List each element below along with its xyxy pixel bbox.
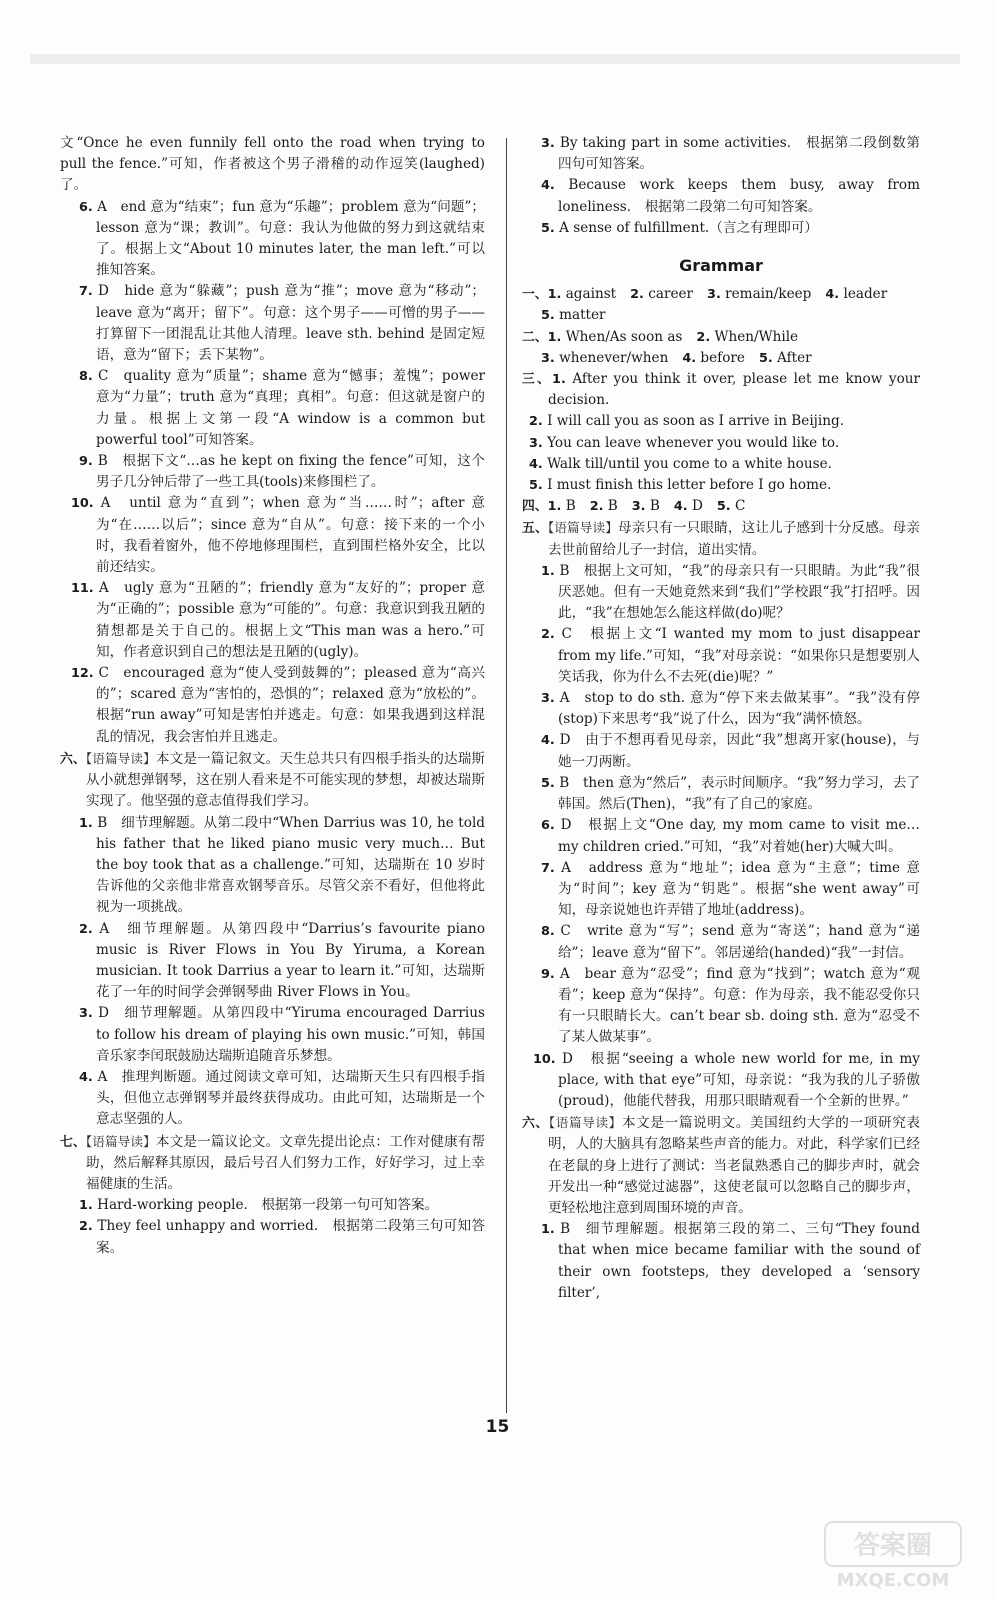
answer-item xyxy=(522,815,920,857)
answer-item xyxy=(522,133,920,175)
answer-cell xyxy=(548,286,617,302)
item-number: 1. xyxy=(79,1198,93,1214)
answer-cell xyxy=(590,498,618,514)
item-number: 8. xyxy=(541,924,555,940)
item-number: 1. xyxy=(547,499,562,515)
answer-item xyxy=(60,1003,485,1067)
page-number: 15 xyxy=(485,1417,510,1437)
answer-item xyxy=(60,919,485,1004)
item-text: A end 意为“结束”；fun 意为“乐趣”；problem 意为“问题”；lesson 意为“课；教训”。句意：我认为他做的努力到这就结束了。根据上文“About 10 minutes later, the man left.”可以推知答案。 xyxy=(96,198,486,279)
item-number: 5. xyxy=(541,775,555,791)
item-number: 4. xyxy=(682,350,697,366)
item-number: 2. xyxy=(529,414,543,430)
item-number: 3. xyxy=(541,350,555,366)
item-text: D 细节理解题。从第四段中“Yiruma encouraged Darrius to follow his dream of playing his own music.”可知，韩国音乐家李闰珉鼓励达瑞斯追随音乐梦想。 xyxy=(96,1005,485,1064)
answer-item xyxy=(60,813,485,919)
item-number: 10. xyxy=(533,1051,556,1067)
item-number: 4. xyxy=(825,287,840,303)
item-text: A bear 意为“忍受”；find 意为“找到”；watch 意为“观看”；keep 意为“保持”。句意：作为母亲，我不能忍受你只有一只眼睛长大。can’t bear sb. doing sth. 意为“忍受不了某人做某事”。 xyxy=(558,965,920,1046)
answer-row xyxy=(522,305,920,326)
item-number: 4. xyxy=(529,456,543,472)
item-number: 12. xyxy=(71,666,94,682)
grammar-heading: Grammar xyxy=(679,256,763,276)
scan-smudge xyxy=(30,40,960,80)
answer-value: D xyxy=(691,498,703,515)
item-number: 3. xyxy=(541,691,555,707)
item-number: 1. xyxy=(547,329,562,345)
item-number: 11. xyxy=(71,581,94,597)
answer-item xyxy=(60,493,485,578)
answer-item xyxy=(522,561,920,625)
answer-item xyxy=(60,197,485,282)
section-number: 二、 xyxy=(522,329,548,345)
item-text: A ugly 意为“丑陋的”；friendly 意为“友好的”；proper 意为“正确的”；possible 意为“可能的”。句意：我意识到我丑陋的猜想都是关于自己的。根据上文“This man was a hero.”可知，作者意识到自己的想法是丑陋的(ugly)。 xyxy=(96,580,485,660)
item-number: 6. xyxy=(79,199,93,215)
paragraph-text: 文“Once he even funnily fell onto the road when trying to pull the fence.”可知，作者被这个男子滑稽的动作逗笑(laughed)了。 xyxy=(60,135,485,194)
answer-cell xyxy=(548,329,683,345)
answer-item xyxy=(522,858,920,922)
item-number: 2. xyxy=(589,499,604,515)
item-text: You can leave whenever you would like to. xyxy=(547,434,840,451)
item-text: A stop to do sth. 意为“停下来去做某事”。“我”没有停(stop)下来思考“我”说了什么，因为“我”满怀愤怒。 xyxy=(558,690,920,728)
answer-value: whenever/when xyxy=(559,349,669,366)
answer-value: After xyxy=(777,349,812,366)
item-number: 7. xyxy=(79,284,93,300)
answer-value: against xyxy=(565,286,617,303)
section-intro-text: 母亲只有一只眼睛，这让儿子感到十分反感。母亲去世前留给儿子一封信，道出实情。 xyxy=(548,520,920,558)
answer-row xyxy=(522,284,920,305)
section-intro-text: 本文是一篇记叙文。天生总共只有四根手指头的达瑞斯从小就想弹钢琴，这在别人看来是不可能实现的梦想，却被达瑞斯实现了。他坚强的意志值得我们学习。 xyxy=(86,750,486,810)
section-tag: 【语篇导读】 xyxy=(547,520,618,536)
answer-item xyxy=(60,1216,485,1258)
answer-item xyxy=(522,688,920,730)
answer-item xyxy=(60,1067,485,1131)
item-number: 2. xyxy=(79,1219,93,1235)
item-text: C encouraged 意为“使人受到鼓舞的”；pleased 意为“高兴的”；scared 意为“害怕的，恐惧的”；relaxed 意为“放松的”。根据“run away”可知是害怕并逃走。句意：如果我遇到这样混乱的情况，我会害怕并且逃走。 xyxy=(96,665,485,745)
item-text: I must finish this letter before I go home. xyxy=(547,477,832,494)
item-text: A sense of fulfillment.（言之有理即可） xyxy=(559,219,819,236)
answer-cell xyxy=(630,286,693,302)
item-text: A until 意为“直到”；when 意为“当……时”；after 意为“在……以后”；since 意为“自从”。句意：接下来的一个小时，我看着窗外，他不停地修理围栏，直到围栏格外安全，比以前还结实。 xyxy=(96,495,485,576)
answer-value: before xyxy=(700,349,745,366)
answer-item xyxy=(60,281,485,366)
answer-value: When/As soon as xyxy=(565,328,683,345)
item-number: 5. xyxy=(529,478,543,494)
answer-item xyxy=(522,475,920,496)
item-number: 1. xyxy=(79,815,93,831)
section-number: 五、 xyxy=(522,521,548,537)
item-number: 6. xyxy=(541,818,555,834)
item-text: D 根据上文“One day, my mom came to visit me… my children cried.”可知，“我”对着她(her)大喊大叫。 xyxy=(558,817,920,855)
answer-item xyxy=(522,433,920,454)
answer-item xyxy=(60,366,485,451)
answer-item xyxy=(522,175,920,217)
item-number: 1. xyxy=(547,287,562,303)
item-text: A address 意为“地址”；idea 意为“主意”；time 意为“时间”；key 意为“钥匙”。根据“she went away”可知，母亲说她也许弄错了地址(address)。 xyxy=(558,859,920,919)
answer-item xyxy=(522,411,920,432)
item-number: 3. xyxy=(631,499,646,515)
answer-cell xyxy=(632,498,660,514)
item-number: 1. xyxy=(552,372,566,388)
answer-item xyxy=(522,218,920,239)
answer-row xyxy=(522,496,920,517)
item-text: A 细节理解题。从第四段中“Darrius’s favourite piano music is River Flows in You By Yiruma, a Korean musician. It took Darrius a year to learn it.”可知，达瑞斯花了一年的时间学会弹钢琴曲 River Flows in You。 xyxy=(96,920,485,1001)
section-number: 六、 xyxy=(60,751,86,767)
item-number: 9. xyxy=(79,454,93,470)
answer-row xyxy=(522,348,920,369)
section-number: 一、 xyxy=(522,287,548,303)
answer-cell xyxy=(541,350,668,366)
answer-value: C xyxy=(734,498,746,515)
item-text: D hide 意为“躲藏”；push 意为“推”；move 意为“移动”；leave 意为“离开；留下”。句意：这个男子——可憎的男子——打算留下一团混乱让其他人清理。leave sth. behind 是固定短语，意为“留下；丢下某物”。 xyxy=(96,283,485,364)
answer-cell xyxy=(541,307,606,323)
answer-item xyxy=(60,663,485,748)
section-intro xyxy=(60,1131,485,1196)
answer-value: B xyxy=(607,498,618,515)
item-text: C 根据上文“I wanted my mom to just disappear from my life.”可知，“我”对母亲说：“如果你只是想要别人笑话我，你为什么不去死(die)呢？” xyxy=(558,626,921,685)
item-text: Because work keeps them busy, away from loneliness. 根据第二段第二句可知答案。 xyxy=(558,177,920,215)
answer-row xyxy=(522,327,920,348)
item-text: B 细节理解题。从第二段中“When Darrius was 10, he told his father that he liked piano music very much… But the boy took that as a challenge.”可知，达瑞斯在 10 岁时告诉他的父亲他非常喜欢钢琴音乐。尽管父亲不看好，但他将此视为一项挑战。 xyxy=(96,814,485,916)
answer-value: career xyxy=(648,286,694,303)
item-number: 2. xyxy=(79,921,93,937)
item-number: 5. xyxy=(758,350,773,366)
answer-cell xyxy=(717,498,746,514)
item-text: Walk till/until you come to a white house. xyxy=(547,455,832,472)
answer-cell xyxy=(759,350,812,366)
item-number: 5. xyxy=(541,220,555,236)
item-number: 9. xyxy=(541,966,555,982)
answer-value: matter xyxy=(559,307,606,324)
svg-text:MXQE.COM: MXQE.COM xyxy=(836,1570,950,1591)
item-number: 3. xyxy=(529,435,543,451)
answer-value: When/While xyxy=(714,328,799,345)
answer-item xyxy=(522,1219,920,1304)
item-text: D 根据“seeing a whole new world for me, in my place, with that eye”可知，母亲说：“我为我的儿子骄傲(proud)，他能代替我，用那只眼睛观看一个全新的世界。” xyxy=(558,1050,920,1109)
section-number: 四、 xyxy=(522,499,548,515)
section-intro-text: 本文是一篇议论文。文章先提出论点：工作对健康有帮助，然后解释其原因，最后号召人们努力工作，好好学习，过上幸福健康的生活。 xyxy=(86,1133,486,1192)
answer-cell xyxy=(707,286,811,302)
answer-item xyxy=(522,1049,920,1113)
item-text: B 细节理解题。根据第三段的第二、三句“They found that when mice became familiar with the sound of their own footsteps, they developed a ‘sensory filter’, xyxy=(558,1221,920,1301)
item-text: After you think it over, please let me know your decision. xyxy=(548,371,921,409)
item-text: By taking part in some activities. 根据第二段倒数第四句可知答案。 xyxy=(558,135,920,173)
item-text: C write 意为“写”；send 意为“寄送”；hand 意为“递给”；leave 意为“留下”。邻居递给(handed)“我”一封信。 xyxy=(558,923,920,961)
section-tag: 【语篇导读】 xyxy=(85,1133,156,1149)
section-intro xyxy=(522,1112,920,1219)
item-number: 4. xyxy=(79,1069,93,1085)
item-text: D 由于不想再看见母亲，因此“我”想离开家(house)，与她一刀两断。 xyxy=(558,732,920,770)
svg-text:答案圈: 答案圈 xyxy=(853,1531,933,1561)
answer-cell xyxy=(825,286,887,302)
section-number: 七、 xyxy=(60,1134,86,1150)
answer-item xyxy=(522,624,920,688)
item-number: 10. xyxy=(71,496,94,512)
answer-item xyxy=(522,921,920,963)
answer-item xyxy=(522,964,920,1049)
section-tag: 【语篇导读】 xyxy=(548,1115,622,1131)
item-number: 1. xyxy=(541,1222,555,1238)
item-number: 1. xyxy=(541,563,555,579)
item-number: 3. xyxy=(541,136,555,151)
answer-item xyxy=(522,773,920,815)
right-column xyxy=(522,133,920,1304)
item-number: 7. xyxy=(541,860,555,876)
item-text: A 推理判断题。通过阅读文章可知，达瑞斯天生只有四根手指头，但他立志弹钢琴并最终获得成功。由此可知，达瑞斯是一个意志坚强的人。 xyxy=(96,1068,485,1128)
answer-item xyxy=(522,730,920,772)
item-text: B then 意为“然后”，表示时间顺序。“我”努力学习，去了韩国。然后(Then)，“我”有了自己的家庭。 xyxy=(558,774,921,813)
item-text: I will call you as soon as I arrive in Beijing. xyxy=(547,413,845,430)
item-number: 4. xyxy=(673,499,688,515)
answer-value: leader xyxy=(843,286,888,303)
watermark-logo xyxy=(823,1520,963,1592)
item-number: 2. xyxy=(696,329,711,345)
item-number: 5. xyxy=(541,308,555,324)
answer-cell xyxy=(696,329,798,345)
item-number: 4. xyxy=(541,178,555,194)
section-number: 三、 xyxy=(522,372,553,388)
answer-item xyxy=(60,1195,485,1216)
section-intro xyxy=(60,748,485,813)
item-number: 2. xyxy=(541,627,555,643)
item-number: 3. xyxy=(79,1006,93,1022)
item-number: 3. xyxy=(707,287,721,303)
section-intro xyxy=(522,517,920,560)
column-divider xyxy=(506,138,507,1413)
answer-item xyxy=(522,369,920,411)
answer-value: remain/keep xyxy=(725,286,812,303)
answer-cell xyxy=(682,350,745,366)
item-text: C quality 意为“质量”；shame 意为“憾事；羞愧”；power 意为“力量”；truth 意为“真理；真相”。句意：但这就是窗户的力量。根据上文第一段“A window is a common but powerful tool”可知答案。 xyxy=(96,368,485,448)
item-number: 4. xyxy=(541,733,555,749)
item-number: 8. xyxy=(79,369,93,385)
answer-cell xyxy=(548,498,576,514)
item-text: Hard-working people. 根据第一段第一句可知答案。 xyxy=(97,1197,439,1214)
answer-item xyxy=(60,451,485,493)
left-column xyxy=(60,133,485,1259)
paragraph xyxy=(60,133,485,197)
section-tag: 【语篇导读】 xyxy=(85,750,156,766)
answer-item xyxy=(60,578,485,663)
section-number: 六、 xyxy=(522,1116,549,1132)
answer-value: B xyxy=(649,498,660,515)
item-text: B 根据下文“…as he kept on fixing the fence”可知，这个男子几分钟后带了一些工具(tools)来修围栏了。 xyxy=(96,453,485,491)
item-text: They feel unhappy and worried. 根据第二段第三句可知答案。 xyxy=(96,1218,486,1256)
item-text: B 根据上文可知，“我”的母亲只有一只眼睛。为此“我”很厌恶她。但有一天她竟然来到“我们”学校跟“我”打招呼。因此，“我”在想她怎么能这样做(do)呢？ xyxy=(558,562,920,622)
item-number: 5. xyxy=(716,499,731,515)
item-number: 2. xyxy=(630,287,644,303)
section-intro-text: 本文是一篇说明文。美国纽约大学的一项研究表明，人的大脑具有忽略某些声音的能力。对此，科学家们已经在老鼠的身上进行了测试：当老鼠熟悉自己的脚步声时，就会开发出一种“感觉过滤器”，这使老鼠可以忽略自己的脚步声，更轻松地注意到周围环境的声音。 xyxy=(548,1115,921,1216)
answer-cell xyxy=(674,498,703,514)
answer-item xyxy=(522,454,920,475)
answer-value: B xyxy=(565,498,576,515)
